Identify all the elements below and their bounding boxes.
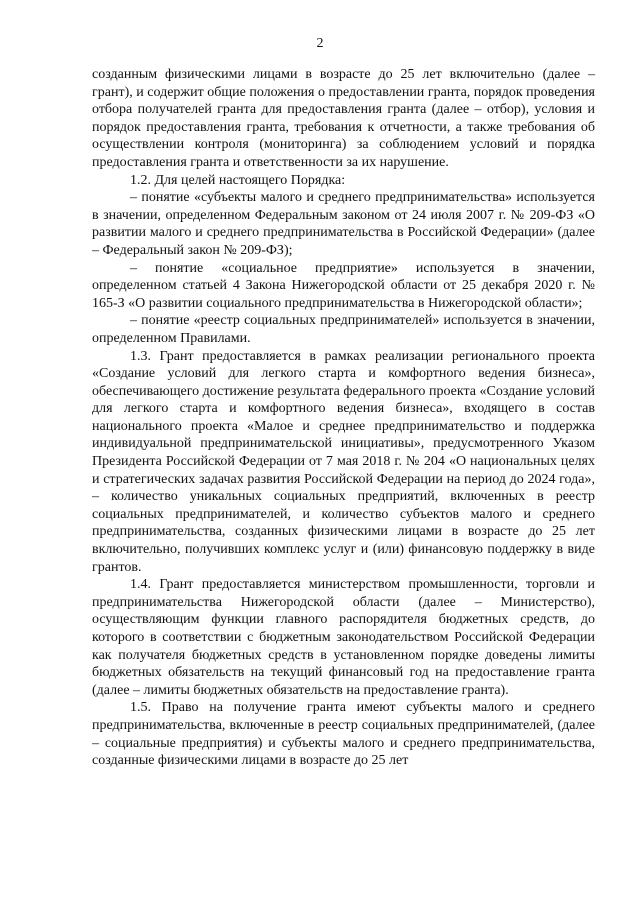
paragraph-7: 1.4. Грант предоставляется министерством промышленности, торговли и предпринимательства Нижегородской области (далее – Министерство), осуществляющим функции главного распорядителя бюджетных средств, до которого в соответствии с бюджетным законодательством Российской Федерации как получателя бюджетных средств в установленном порядке доведены лимиты бюджетных обязательств на текущий финансовый год на предоставление гранта (далее – лимиты бюджетных обязательств на предоставление гранта). — [92, 577, 595, 698]
paragraph-4: – понятие «социальное предприятие» используется в значении, определенном статьей 4 Закона Нижегородской области от 25 декабря 2020 г. № 165-З «О развитии социального предпринимательства в Нижегородской области»; — [92, 260, 595, 311]
page-number: 2 — [316, 36, 324, 51]
paragraph-2: 1.2. Для целей настоящего Порядка: — [130, 172, 346, 188]
paragraph-1: созданным физическими лицами в возрасте до 25 лет включительно (далее – грант), и содержит общие положения о предоставлении гранта, порядок проведения отбора получателей гранта для предоставления гранта (далее – отбор), условия и порядок предоставления гранта, требования к отчетности, а также требования об осуществлении контроля (мониторинга) за соблюдением условий и порядка предоставления гранта и ответственности за их нарушение. — [92, 67, 595, 170]
document-body — [92, 66, 595, 770]
paragraph-6: 1.3. Грант предоставляется в рамках реализации регионального проекта «Создание условий для легкого старта и комфортного ведения бизнеса», обеспечивающего достижение результата федерального проекта «Создание условий для легкого старта и комфортного ведения бизнеса», входящего в состав национального проекта «Малое и среднее предпринимательство и поддержка индивидуальной предпринимательской инициативы», предусмотренного Указом Президента Российской Федерации от 7 мая 2018 г. № 204 «О национальных целях и стратегических задачах развития Российской Федерации на период до 2024 года», – количество уникальных социальных предприятий, включенных в реестр социальных предпринимателей, и количество субъектов малого и среднего предпринимательства, созданных физическими лицами в возрасте до 25 лет включительно, получивших комплекс услуг и (или) финансовую поддержку в виде грантов. — [92, 348, 595, 575]
paragraph-5: – понятие «реестр социальных предпринимателей» используется в значении, определенном Правилами. — [92, 313, 595, 346]
paragraph-8: 1.5. Право на получение гранта имеют субъекты малого и среднего предпринимательства, включенные в реестр социальных предпринимателей, (далее – социальные предприятия) и субъекты малого и среднего предпринимательства, созданные физическими лицами в возрасте до 25 лет — [92, 700, 595, 769]
paragraph-3: – понятие «субъекты малого и среднего предпринимательства» используется в значении, определенном Федеральным законом от 24 июля 2007 г. № 209-ФЗ «О развитии малого и среднего предпринимательства в Российской Федерации» (далее – Федеральный закон № 209-ФЗ); — [92, 190, 595, 258]
